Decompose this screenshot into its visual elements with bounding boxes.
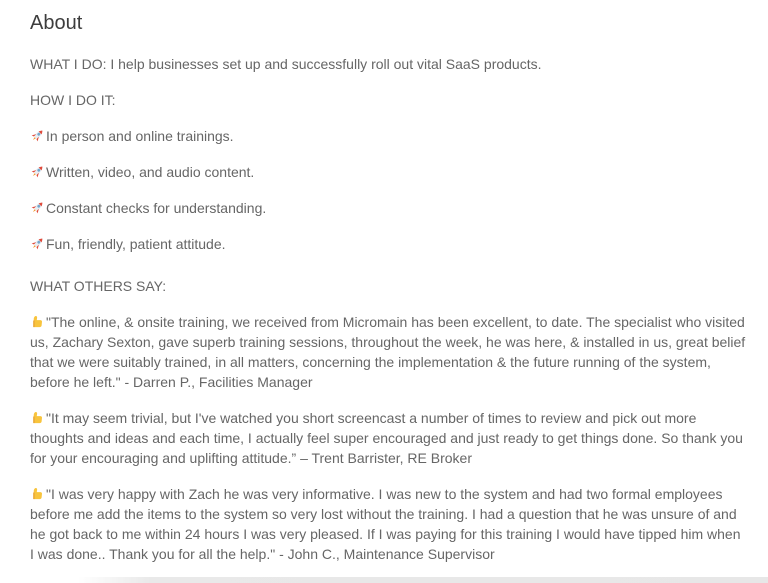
rocket-icon [30,236,45,251]
how-i-do-it-heading: HOW I DO IT: [30,92,116,108]
rocket-icon [30,200,45,215]
testimonial [30,312,746,392]
what-others-say-heading: WHAT OTHERS SAY: [30,278,167,294]
about-heading: About [30,12,83,34]
thumbs-up-icon [30,314,45,329]
rocket-icon [30,164,45,179]
how-item [30,198,746,218]
testimonial-quote: "It may seem trivial, but I've watched you short screencast a number of times to review and pick out more thoughts and ideas and each time, I actually feel super encouraged and just ready to get things done. So thank you for your encouraging and uplifting attitude.” [30,410,743,466]
how-item-text: Written, video, and audio content. [46,164,255,180]
how-item [30,234,746,254]
thumbs-up-icon [30,486,45,501]
rocket-icon [30,128,45,143]
testimonial-attribution: – Trent Barrister, RE Broker [300,450,473,466]
how-item-text: In person and online trainings. [46,128,234,144]
testimonial [30,484,746,564]
testimonial-quote: "The online, & onsite training, we received from Micromain has been excellent, to date. The specialist who visited us, Zachary Sexton, gave superb training sessions, throughout the week, he was here, & installed in us, great belief that we were suitably trained, in all matters, concerning the implementation & the future running of the system, before he left." [30,314,746,390]
how-item-text: Constant checks for understanding. [46,200,267,216]
thumbs-up-icon [30,410,45,425]
how-item [30,162,746,182]
testimonial-quote: "I was very happy with Zach he was very informative. I was new to the system and had two formal employees before me add the items to the system so very lost without the training. I had a question that he was unsure of and he got back to me within 24 hours I was very pleased. If I was paying for this training I would have tipped him when I was done.. Thank you for all the help." [30,486,741,562]
testimonial-attribution: - John C., Maintenance Supervisor [279,546,495,562]
section-bottom-divider [0,577,768,583]
how-item [30,126,746,146]
testimonial [30,408,746,468]
testimonial-attribution: - Darren P., Facilities Manager [124,374,313,390]
what-i-do-text: WHAT I DO: I help businesses set up and successfully roll out vital SaaS products. [30,56,542,72]
how-item-text: Fun, friendly, patient attitude. [46,236,226,252]
